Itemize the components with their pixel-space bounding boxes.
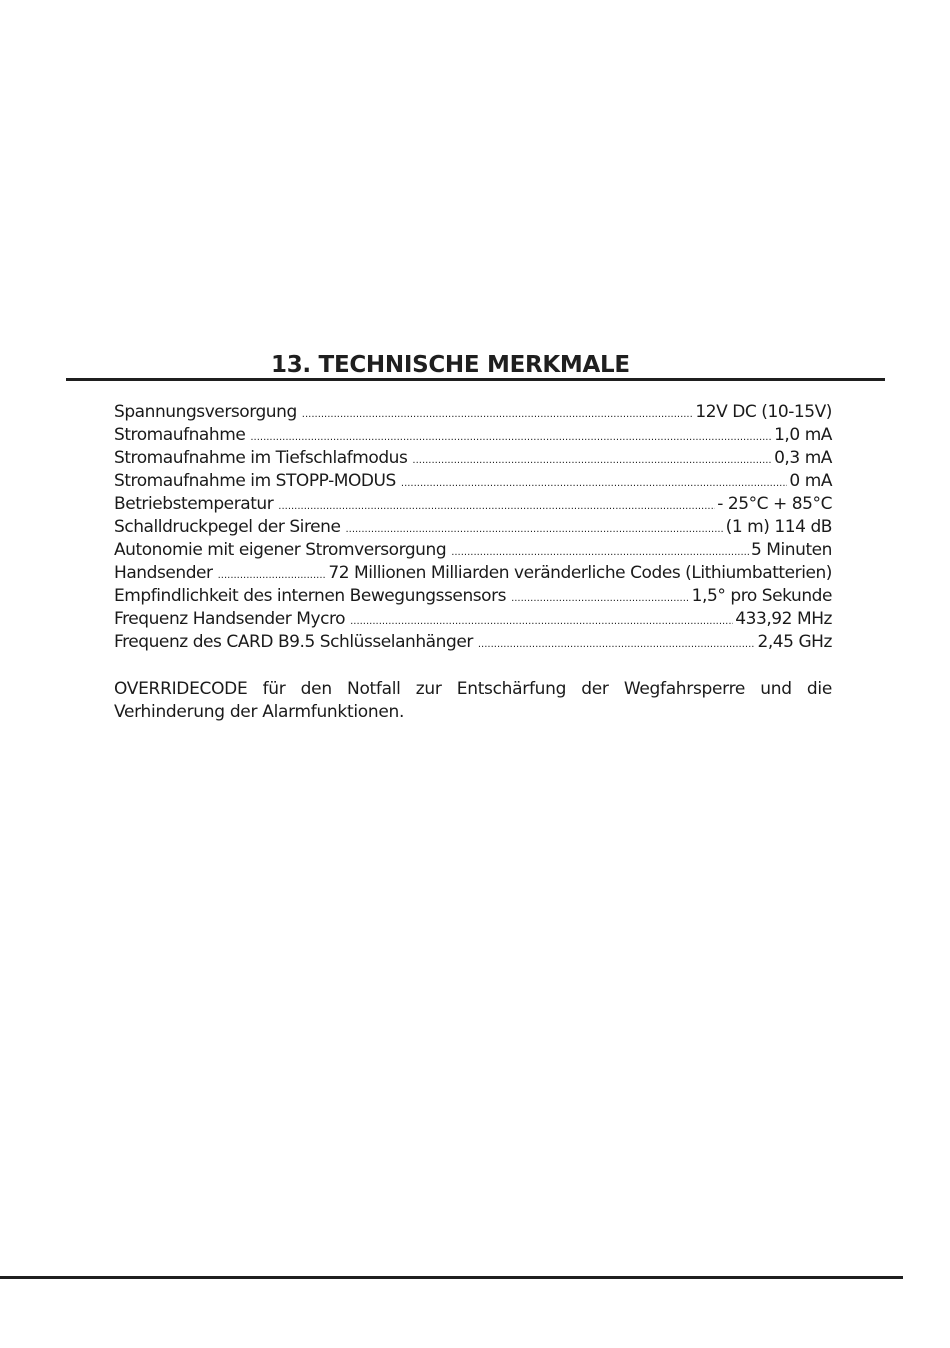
spec-row bbox=[114, 632, 832, 655]
spec-label: Spannungsversorgung bbox=[114, 402, 297, 422]
heading-divider bbox=[66, 378, 885, 381]
spec-row bbox=[114, 448, 832, 471]
spec-value: 2,45 GHz bbox=[757, 632, 832, 652]
spec-label: Handsender bbox=[114, 563, 213, 583]
spec-row bbox=[114, 563, 832, 586]
spec-row bbox=[114, 471, 832, 494]
spec-row bbox=[114, 494, 832, 517]
spec-row bbox=[114, 425, 832, 448]
spec-value: - 25°C + 85°C bbox=[717, 494, 832, 514]
spec-row bbox=[114, 517, 832, 540]
spec-label: Stromaufnahme im STOPP-MODUS bbox=[114, 471, 396, 491]
spec-value: 5 Minuten bbox=[750, 540, 832, 560]
footer-divider bbox=[0, 1276, 903, 1279]
dot-leader bbox=[511, 593, 690, 604]
spec-value: 1,5° pro Sekunde bbox=[691, 586, 832, 606]
spec-label: Stromaufnahme bbox=[114, 425, 246, 445]
spec-value: 1,0 mA bbox=[774, 425, 832, 445]
override-note: OVERRIDECODE für den Notfall zur Entschärfung der Wegfahrsperre und die Verhinderung der Alarmfunktionen. bbox=[114, 679, 832, 722]
spec-label: Schalldruckpegel der Sirene bbox=[114, 517, 341, 537]
spec-list bbox=[114, 402, 832, 655]
dot-leader bbox=[350, 616, 733, 627]
dot-leader bbox=[278, 501, 715, 512]
spec-value: (1 m) 114 dB bbox=[725, 517, 832, 537]
section-heading: 13. TECHNISCHE MERKMALE bbox=[271, 352, 630, 378]
dot-leader bbox=[451, 547, 749, 558]
dot-leader bbox=[478, 639, 756, 650]
spec-row bbox=[114, 586, 832, 609]
spec-row bbox=[114, 609, 832, 632]
spec-value: 0 mA bbox=[789, 471, 832, 491]
spec-label: Frequenz des CARD B9.5 Schlüsselanhänger bbox=[114, 632, 473, 652]
spec-row bbox=[114, 540, 832, 563]
spec-value: 72 Millionen Milliarden veränderliche Codes (Lithiumbatterien) bbox=[328, 563, 832, 583]
spec-label: Betriebstemperatur bbox=[114, 494, 274, 514]
dot-leader bbox=[345, 524, 723, 535]
dot-leader bbox=[412, 455, 772, 466]
spec-value: 0,3 mA bbox=[774, 448, 832, 468]
dot-leader bbox=[218, 570, 327, 581]
spec-row bbox=[114, 402, 832, 425]
dot-leader bbox=[302, 409, 694, 420]
dot-leader bbox=[401, 478, 788, 489]
spec-label: Empfindlichkeit des internen Bewegungssensors bbox=[114, 586, 507, 606]
spec-value: 433,92 MHz bbox=[735, 609, 832, 629]
spec-label: Autonomie mit eigener Stromversorgung bbox=[114, 540, 447, 560]
spec-label: Frequenz Handsender Mycro bbox=[114, 609, 346, 629]
spec-value: 12V DC (10-15V) bbox=[695, 402, 832, 422]
dot-leader bbox=[250, 432, 772, 443]
spec-label: Stromaufnahme im Tiefschlafmodus bbox=[114, 448, 408, 468]
